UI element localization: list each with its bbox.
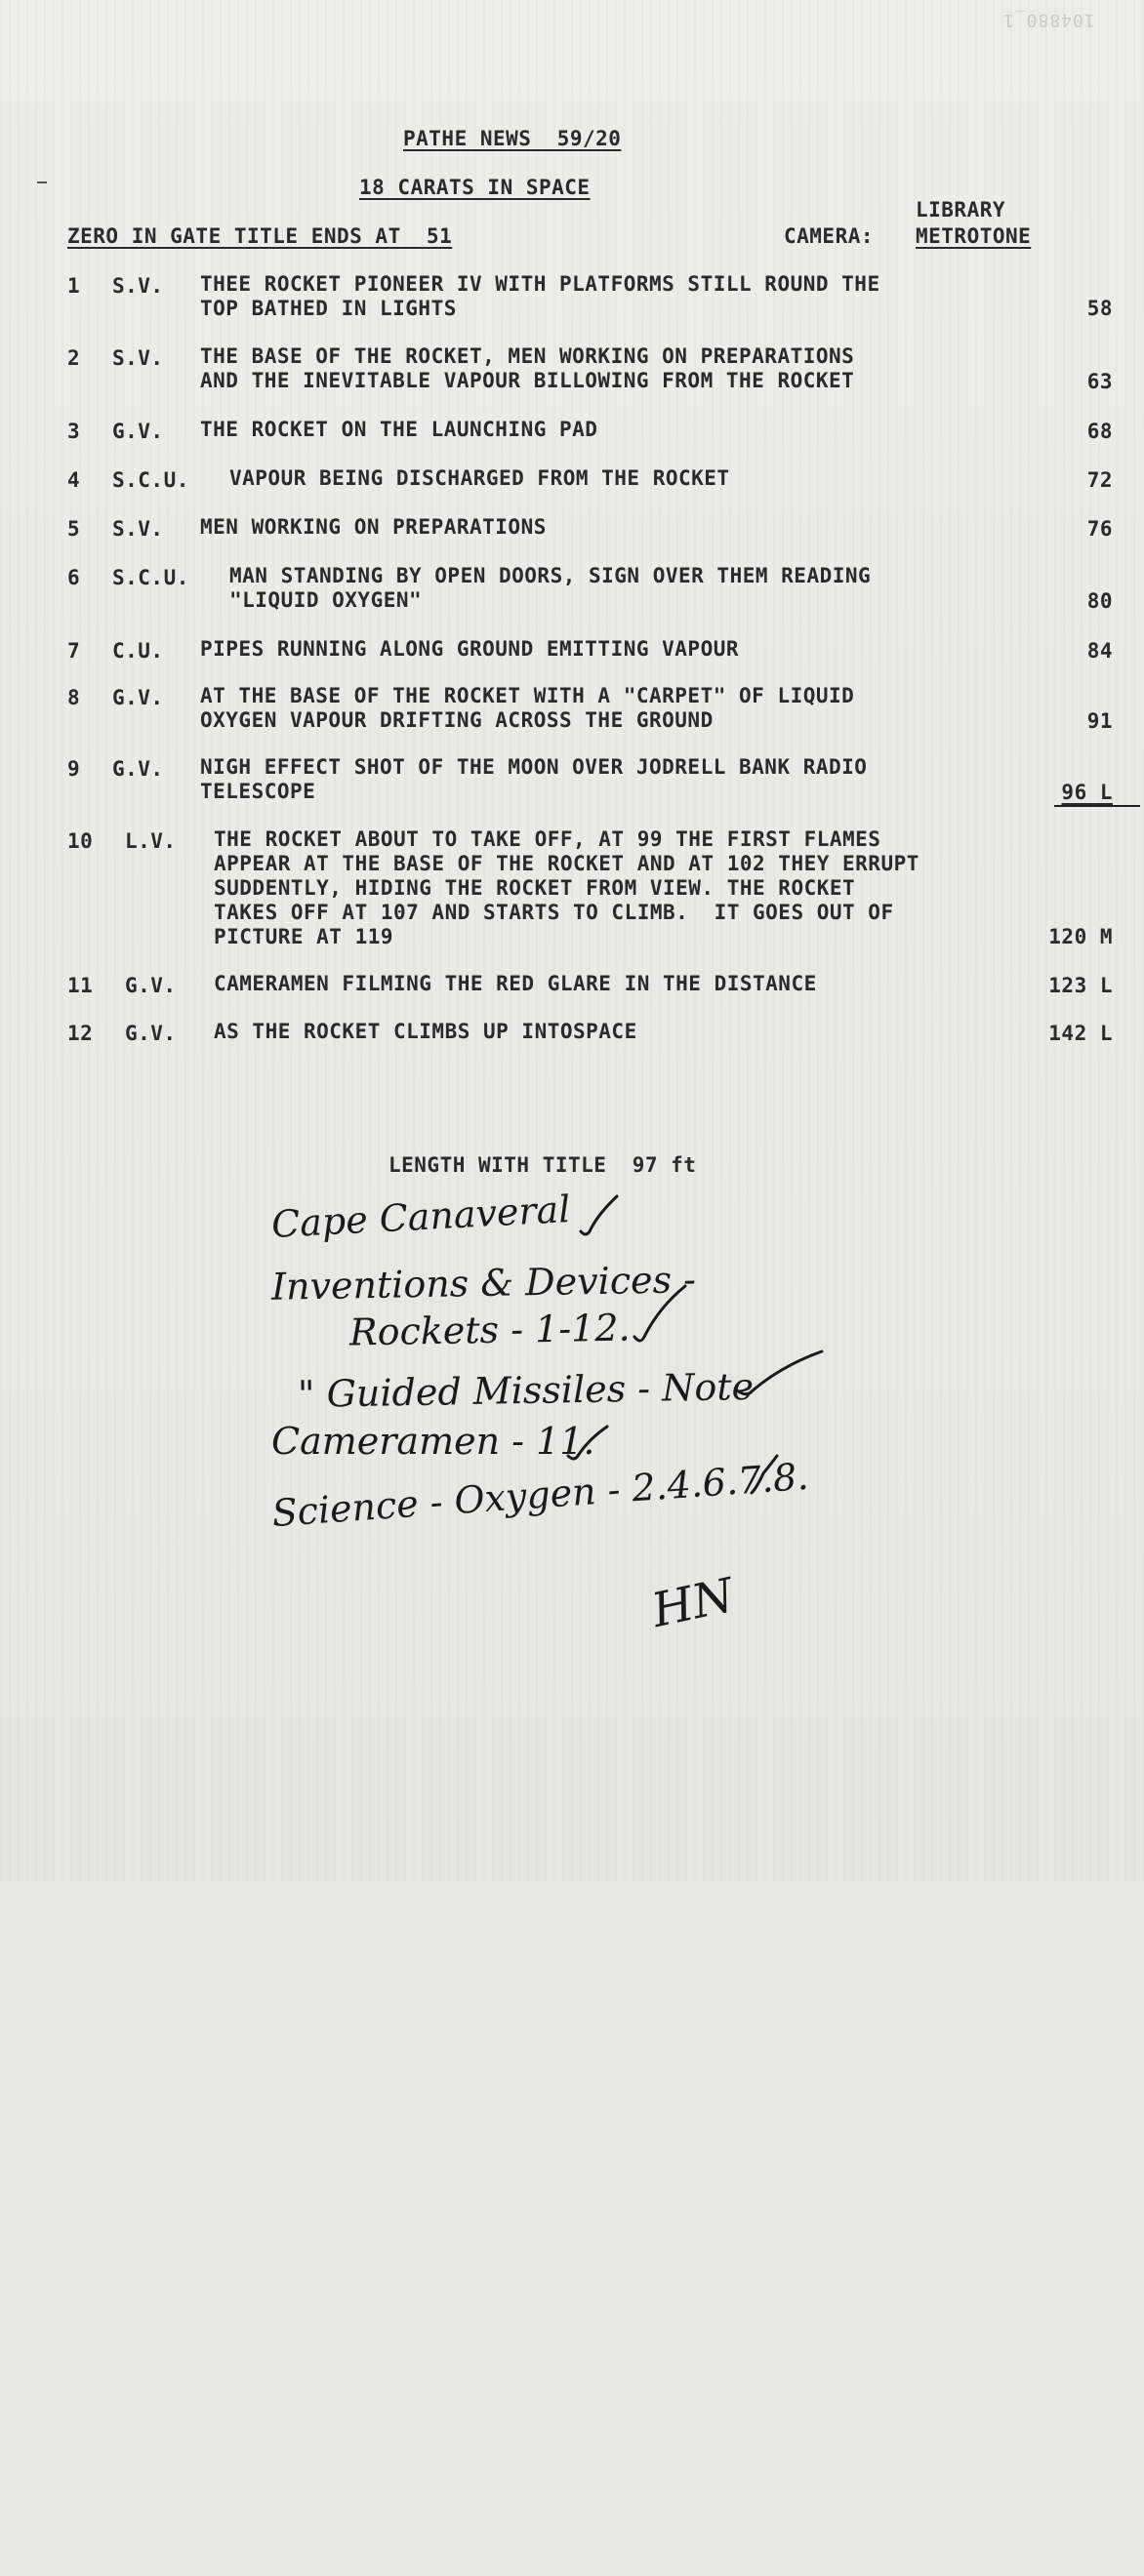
handwritten-note-rockets: Rockets - 1-12. [348, 1306, 631, 1354]
row-number: 4 [67, 468, 81, 492]
footage-count: 91 [1086, 709, 1113, 733]
footage-count: 120 M [1048, 925, 1113, 948]
check-mark-icon [752, 1456, 777, 1493]
footage-count: 76 [1086, 517, 1113, 541]
handwritten-note-science: Science - Oxygen - 2.4.6.7.8. [270, 1454, 810, 1536]
shot-description: THEE ROCKET PIONEER IV WITH PLATFORMS STILL ROUND THE TOP BATHED IN LIGHTS [200, 272, 880, 320]
shot-type: G.V. [112, 420, 164, 443]
shot-type: L.V. [125, 829, 177, 853]
row-number: 7 [67, 639, 81, 663]
footage-count: 58 [1086, 297, 1113, 320]
row-number: 5 [67, 517, 81, 541]
footage-count: 63 [1086, 370, 1113, 393]
corner-stamp: 104880_1 [1002, 10, 1095, 30]
document-title: PATHE NEWS 59/20 [403, 127, 622, 150]
shot-description: CAMERAMEN FILMING THE RED GLARE IN THE DISTANCE [214, 972, 817, 995]
footage-count: 96 L [1061, 781, 1113, 804]
shot-description: MAN STANDING BY OPEN DOORS, SIGN OVER THEM READING "LIQUID OXYGEN" [229, 564, 872, 612]
check-mark-icon [581, 1196, 617, 1234]
shot-description: AS THE ROCKET CLIMBS UP INTOSPACE [214, 1020, 637, 1043]
footage-count: 68 [1086, 420, 1113, 443]
shot-type: G.V. [112, 686, 164, 709]
shot-type: C.U. [112, 639, 164, 663]
shot-description: NIGH EFFECT SHOT OF THE MOON OVER JODRELL BANK RADIO TELESCOPE [200, 755, 868, 803]
shot-description: VAPOUR BEING DISCHARGED FROM THE ROCKET [229, 466, 730, 490]
shot-type: G.V. [112, 757, 164, 781]
row-number: 1 [67, 274, 81, 298]
handwritten-note-cape-canaveral: Cape Canaveral [270, 1187, 572, 1246]
shot-type: S.V. [112, 346, 164, 370]
story-title: 18 CARATS IN SPACE [359, 176, 591, 199]
shot-description: THE BASE OF THE ROCKET, MEN WORKING ON PREPARATIONS AND THE INEVITABLE VAPOUR BILLOWING FROM THE ROCKET [200, 344, 855, 392]
camera-label: CAMERA: [784, 224, 875, 248]
handwritten-initials: HN [647, 1567, 739, 1639]
shot-type: S.V. [112, 274, 164, 298]
shot-type: S.C.U. [112, 468, 189, 492]
row-number: 8 [67, 686, 81, 709]
camera-value: METROTONE [916, 224, 1032, 248]
row-number: 3 [67, 420, 81, 443]
shot-type: S.C.U. [112, 566, 189, 589]
check-mark-icon [737, 1351, 822, 1394]
check-mark-icon [568, 1427, 607, 1459]
footage-count: 142 L [1048, 1022, 1113, 1045]
row-number: 11 [67, 974, 94, 997]
shot-description: PIPES RUNNING ALONG GROUND EMITTING VAPOUR [200, 637, 740, 661]
shot-description: MEN WORKING ON PREPARATIONS [200, 515, 547, 539]
footage-count: 80 [1086, 589, 1113, 613]
check-mark-icon [634, 1286, 685, 1341]
length-with-title: LENGTH WITH TITLE 97 ft [388, 1153, 697, 1177]
handwritten-note-guided-missiles: " Guided Missiles - Note [297, 1364, 755, 1417]
shot-description: THE ROCKET ABOUT TO TAKE OFF, AT 99 THE FIRST FLAMES APPEAR AT THE BASE OF THE ROCKET AND AT 102 THEY ERRUPT SUDDENTLY, HIDING THE ROCKET FROM VIEW. THE ROCKET TAKES OFF AT 107 AND STARTS TO CLIMB. IT GOES OUT OF PICTURE AT 119 [214, 827, 919, 948]
footage-count: 84 [1086, 639, 1113, 663]
shot-type: G.V. [125, 1022, 177, 1045]
footage-count: 72 [1086, 468, 1113, 492]
row-number: 12 [67, 1022, 94, 1045]
handwritten-note-cameramen: Cameramen - 11. [271, 1420, 595, 1463]
shot-description: THE ROCKET ON THE LAUNCHING PAD [200, 418, 598, 441]
row-number: 6 [67, 566, 81, 589]
library-label: LIBRARY [916, 198, 1006, 221]
row-number: 2 [67, 346, 81, 370]
row-number: 9 [67, 757, 81, 781]
shot-type: G.V. [125, 974, 177, 997]
shot-description: AT THE BASE OF THE ROCKET WITH A "CARPET" OF LIQUID OXYGEN VAPOUR DRIFTING ACROSS THE GROUND [200, 684, 855, 732]
handwritten-note-inventions: Inventions & Devices - [270, 1258, 697, 1308]
footage-count: 123 L [1048, 974, 1113, 997]
shot-type: S.V. [112, 517, 164, 541]
zero-in-gate-line: ZERO IN GATE TITLE ENDS AT 51 [67, 224, 453, 248]
row-number: 10 [67, 829, 94, 853]
